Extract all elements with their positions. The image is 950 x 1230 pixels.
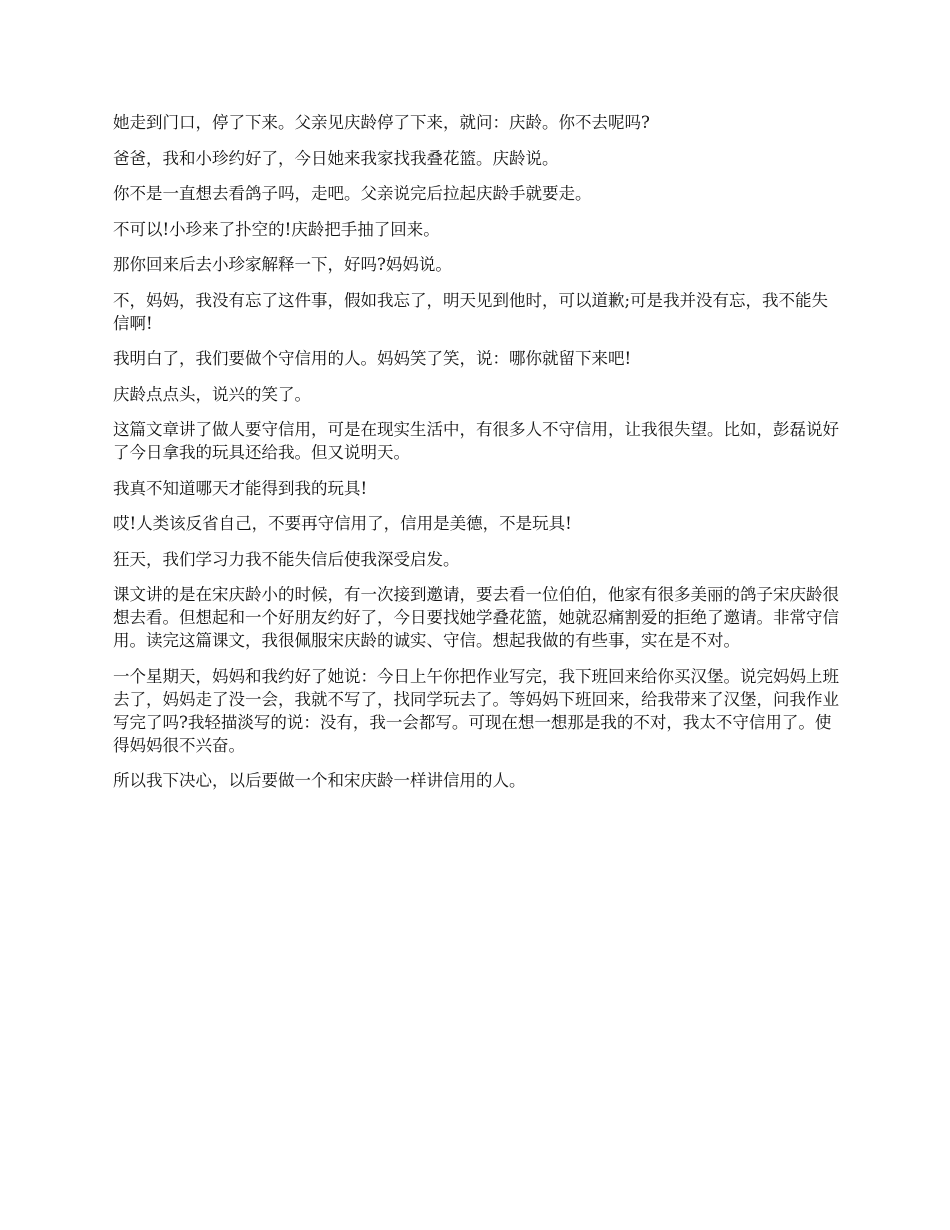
paragraph: 狂天，我们学习力我不能失信后使我深受启发。 <box>113 549 460 569</box>
paragraph: 我明白了，我们要做个守信用的人。妈妈笑了笑，说：哪你就留下来吧! <box>113 349 632 368</box>
paragraph: 庆龄点点头，说兴的笑了。 <box>113 384 311 404</box>
paragraph: 爸爸，我和小珍约好了，今日她来我家找我叠花篮。庆龄说。 <box>113 148 559 168</box>
document-body <box>113 111 843 805</box>
paragraph: 不，妈妈，我没有忘了这件事，假如我忘了，明天见到他时，可以道歉;可是我并没有忘，我不能失信啊! <box>113 290 829 333</box>
paragraph: 哎!人类该反省自己，不要再守信用了，信用是美德，不是玩具! <box>113 514 572 533</box>
paragraph: 这篇文章讲了做人要守信用，可是在现实生活中，有很多人不守信用，让我很失望。比如，彭磊说好了今日拿我的玩具还给我。但又说明天。 <box>113 420 839 462</box>
paragraph: 一个星期天，妈妈和我约好了她说：今日上午你把作业写完，我下班回来给你买汉堡。说完妈妈上班去了，妈妈走了没一会，我就不写了，找同学玩去了。等妈妈下班回来，给我带来了汉堡，问我作业写完了吗?我轻描淡写的说：没有，我一会都写。可现在想一想那是我的不对，我太不守信用了。使得妈妈很不兴奋。 <box>113 666 839 755</box>
paragraph: 所以我下决心，以后要做一个和宋庆龄一样讲信用的人。 <box>113 771 526 790</box>
paragraph: 那你回来后去小珍家解释一下，好吗?妈妈说。 <box>113 255 452 274</box>
paragraph: 课文讲的是在宋庆龄小的时候，有一次接到邀请，要去看一位伯伯，他家有很多美丽的鸽子宋庆龄很想去看。但想起和一个好朋友约好了，今日要找她学叠花篮，她就忍痛割爱的拒绝了邀请。非常守信用。读完这篇课文，我很佩服宋庆龄的诚实、守信。想起我做的有些事，实在是不对。 <box>113 585 839 650</box>
paragraph: 你不是一直想去看鸽子吗，走吧。父亲说完后拉起庆龄手就要走。 <box>113 184 592 203</box>
paragraph: 不可以!小珍来了扑空的!庆龄把手抽了回来。 <box>113 219 440 239</box>
paragraph: 我真不知道哪天才能得到我的玩具! <box>113 478 368 498</box>
paragraph: 她走到门口，停了下来。父亲见庆龄停了下来，就问：庆龄。你不去呢吗? <box>113 113 650 132</box>
